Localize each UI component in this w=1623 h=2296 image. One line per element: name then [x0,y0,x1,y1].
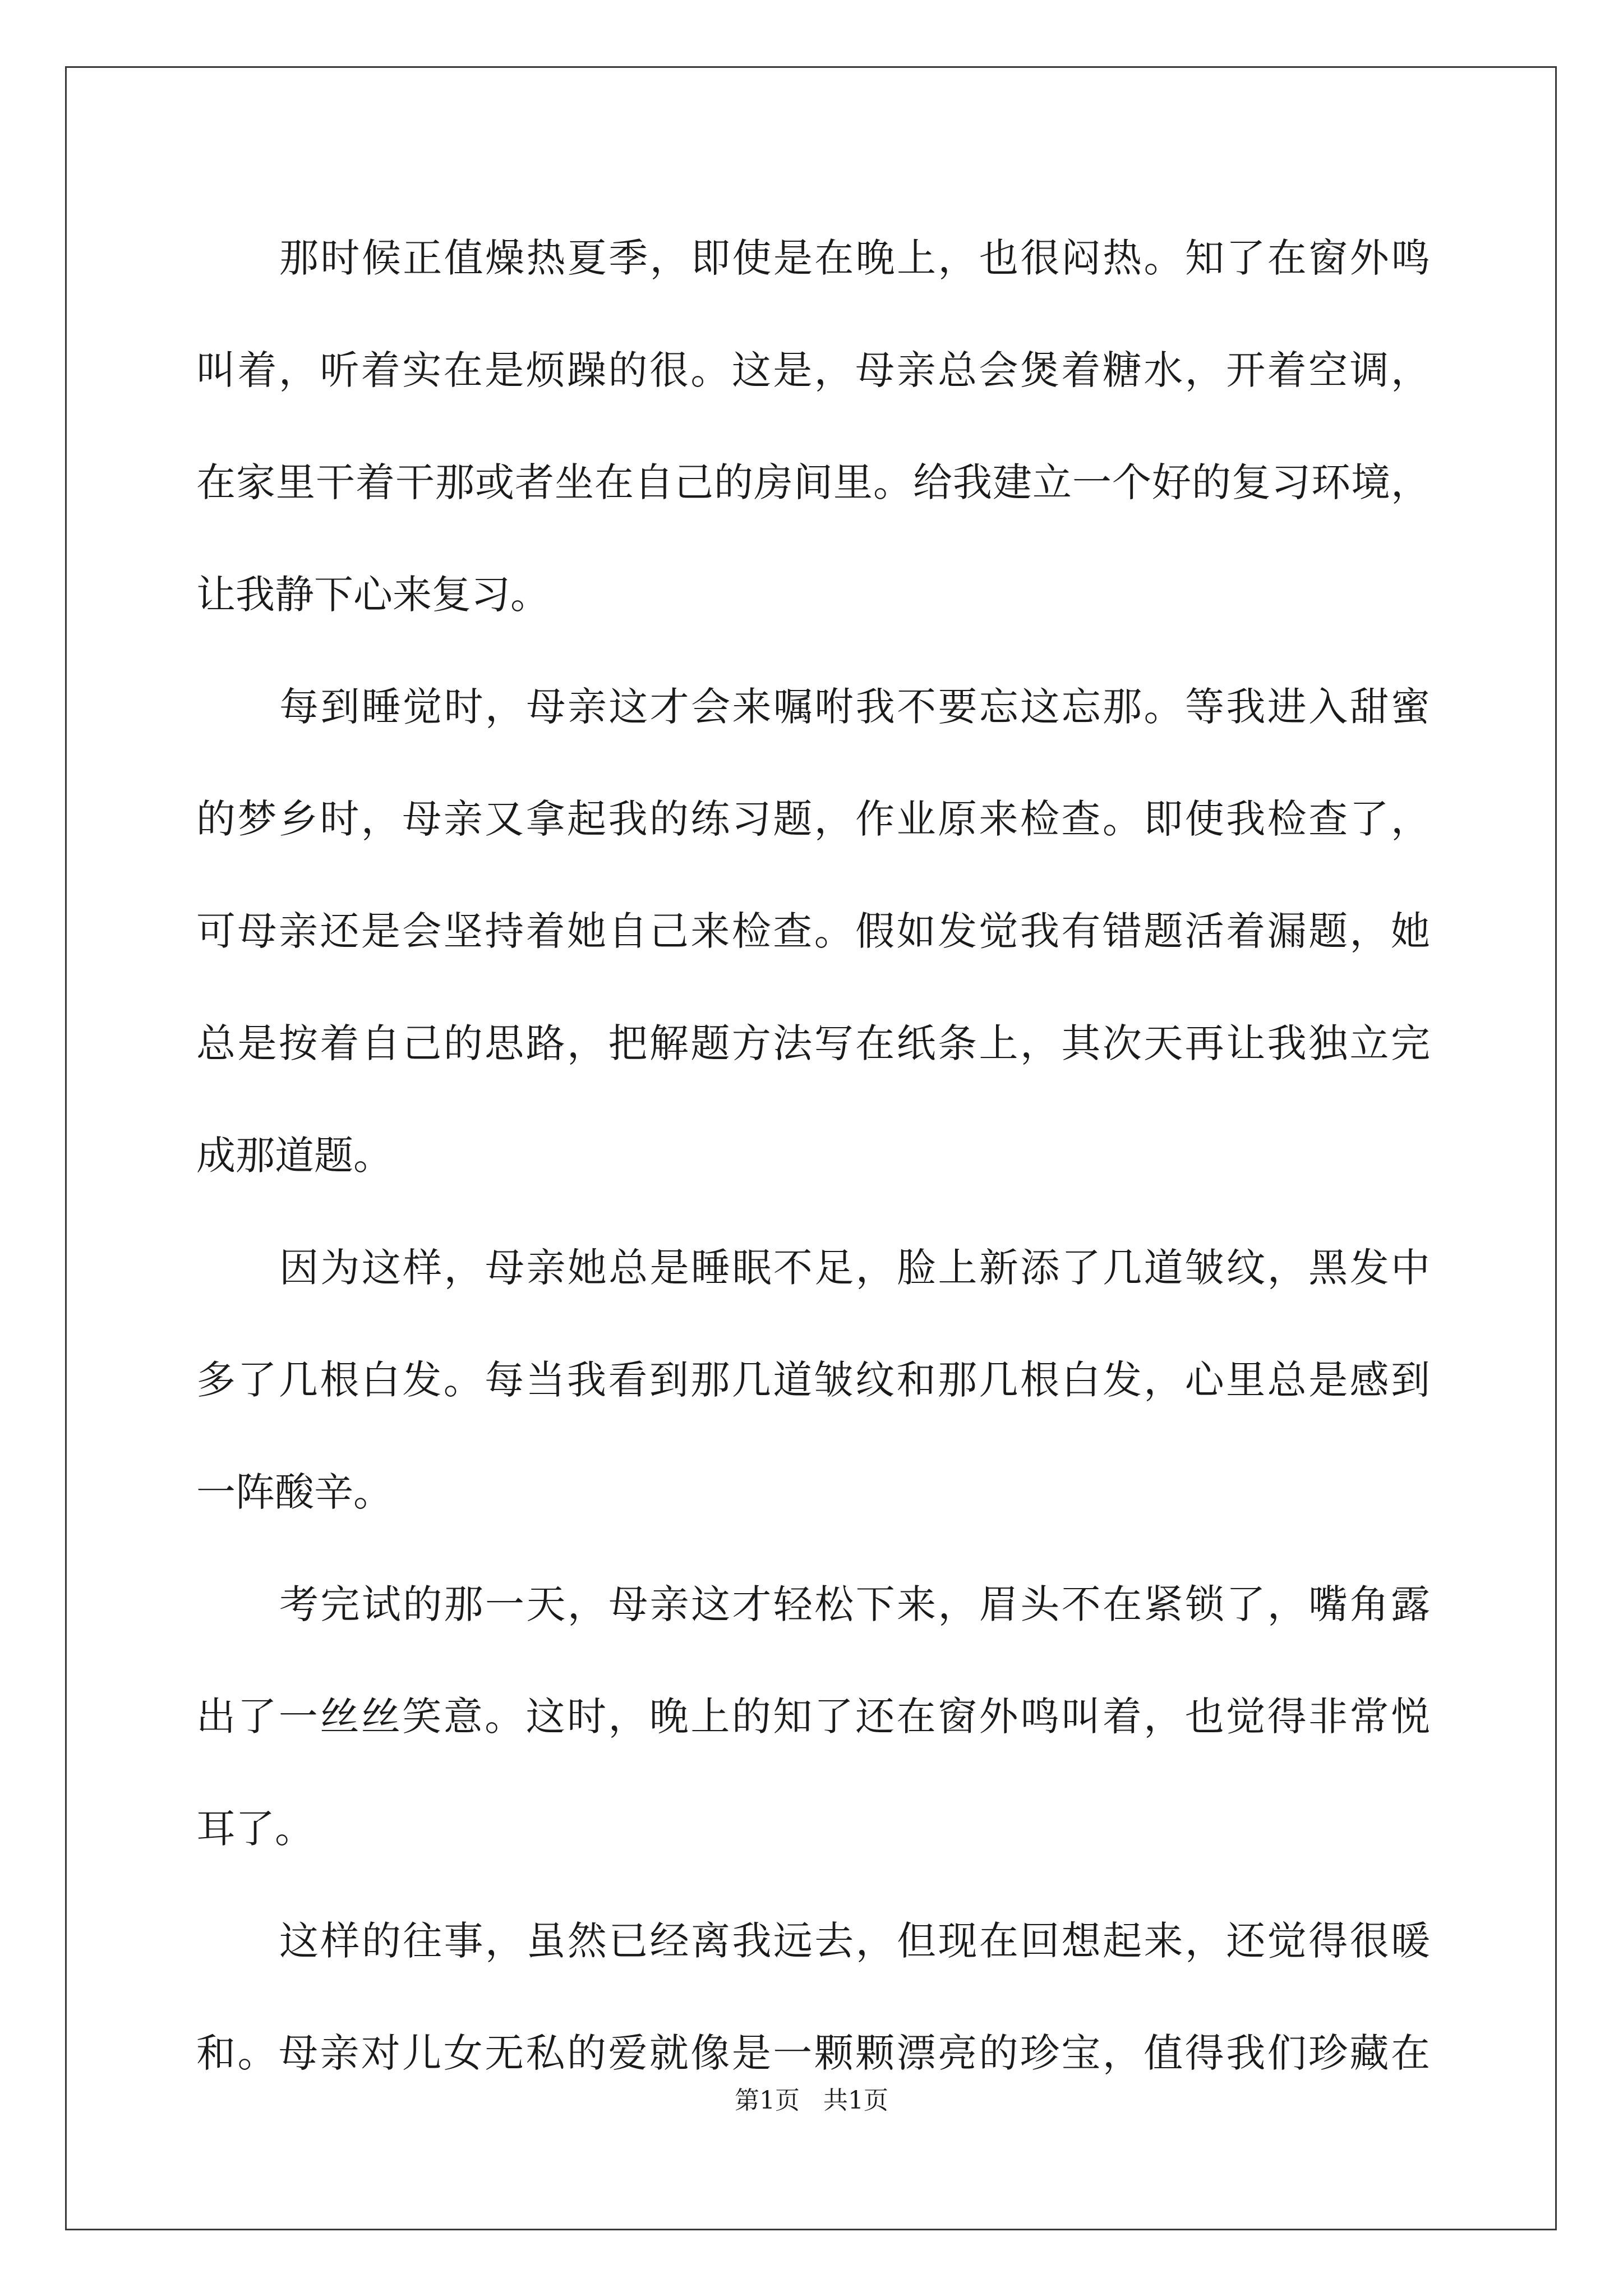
paragraph-5-line-2: 和。母亲对儿女无私的爱就像是一颗颗漂亮的珍宝，值得我们珍藏在 [196,2030,1430,2076]
paragraph-3-line-2: 多了几根白发。每当我看到那几道皱纹和那几根白发，心里总是感到 [196,1357,1430,1403]
paragraph-1-line-4: 让我静下心来复习。 [196,572,550,618]
paragraph-4-line-2: 出了一丝丝笑意。这时，晚上的知了还在窗外鸣叫着，也觉得非常悦 [196,1694,1430,1740]
paragraph-2-line-2: 的梦乡时，母亲又拿起我的练习题，作业原来检查。即使我检查了， [196,796,1430,842]
paragraph-3-line-3: 一阵酸辛。 [196,1469,393,1515]
paragraph-1-line-3: 在家里干着干那或者坐在自己的房间里。给我建立一个好的复习环境， [196,459,1430,505]
paragraph-5-line-1: 这样的往事，虽然已经离我远去，但现在回想起来，还觉得很暖 [279,1918,1430,1964]
paragraph-1-line-2: 叫着，听着实在是烦躁的很。这是，母亲总会煲着糖水，开着空调， [196,347,1430,393]
paragraph-2-line-1: 每到睡觉时，母亲这才会来嘱咐我不要忘这忘那。等我进入甜蜜 [279,684,1430,730]
page-footer [0,2080,1623,2116]
paragraph-2-line-3: 可母亲还是会坚持着她自己来检查。假如发觉我有错题活着漏题，她 [196,908,1430,954]
document-body [196,202,1430,2109]
paragraph-2-line-5: 成那道题。 [196,1133,393,1179]
paragraph-4-line-1: 考完试的那一天，母亲这才轻松下来，眉头不在紧锁了，嘴角露 [279,1581,1430,1627]
paragraph-4-line-3: 耳了。 [196,1806,314,1852]
paragraph-3-line-1: 因为这样，母亲她总是睡眠不足，脸上新添了几道皱纹，黑发中 [279,1245,1430,1291]
paragraph-2-line-4: 总是按着自己的思路，把解题方法写在纸条上，其次天再让我独立完 [196,1020,1430,1066]
page-total: 共1页 [823,2086,888,2115]
paragraph-1-line-1: 那时候正值燥热夏季，即使是在晚上，也很闷热。知了在窗外鸣 [279,235,1430,281]
page-number: 第1页 [735,2086,800,2115]
